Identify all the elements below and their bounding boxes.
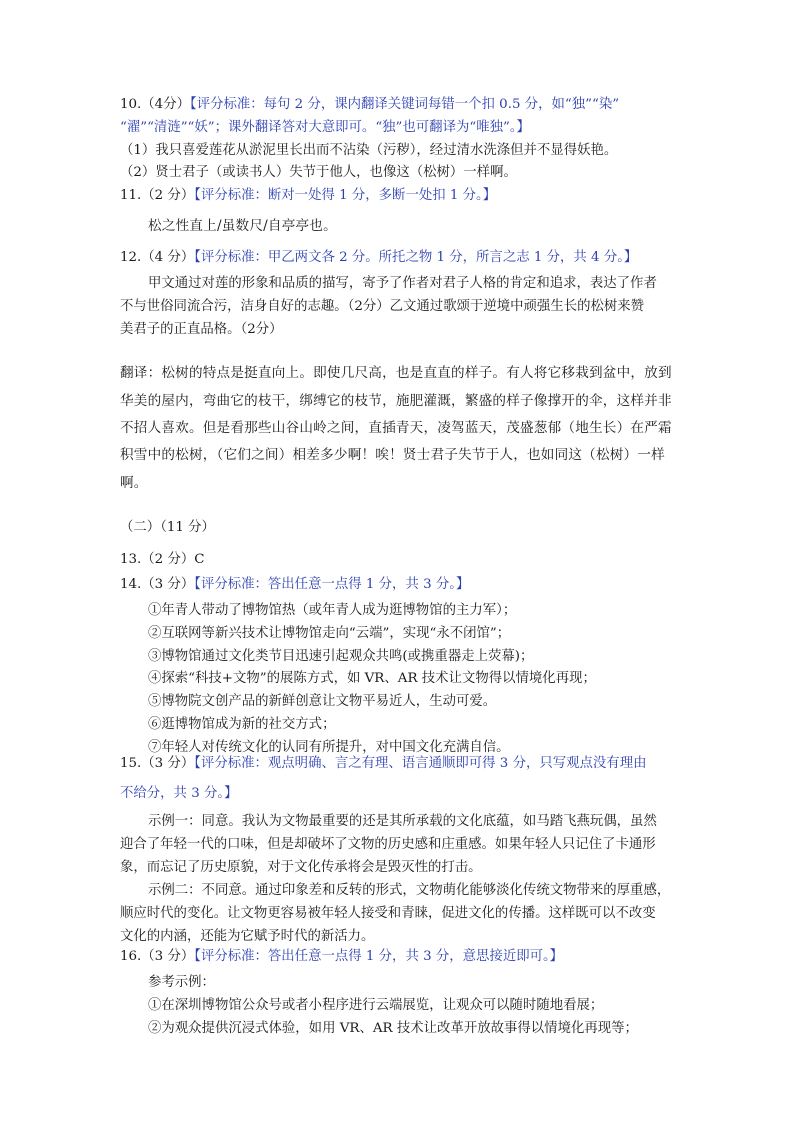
q12-number: 12. (120, 250, 142, 265)
q14-point-5: ⑤博物院文创产品的新鲜创意让文物平易近人，生动可爱。 (148, 694, 497, 709)
q14-point-7: ⑦年轻人对传统文化的认同有所提升，对中国文化充满自信。 (148, 740, 510, 755)
translation-line-3: 不招人喜欢。但是看那些山谷山岭之间，直插青天，凌驾蓝天，茂盛葱郁（地生长）在严霜 (120, 420, 672, 436)
q11-number: 11. (120, 188, 142, 203)
q12-answer-1: 甲文通过对莲的形象和品质的描写，寄予了作者对君子人格的肯定和追求，表达了作者 (148, 276, 657, 291)
q14-line (120, 575, 469, 595)
q10-number: 10. (120, 97, 142, 112)
q16-score: （3 分） (141, 949, 195, 964)
q13-answer: 13.（2 分）C (120, 552, 205, 567)
q14-score: （3 分） (141, 577, 195, 592)
q11-line (120, 186, 496, 206)
q16-number: 16. (120, 949, 142, 964)
q15-example-1-line-2: 迎合了年轻一代的口味，但是却破坏了文物的历史感和庄重感。如果年轻人只记住了卡通形 (120, 837, 656, 852)
q15-example-2-line-2: 顺应时代的变化。让文物更容易被年轻人接受和青睐，促进文化的传播。这样既可以不改变 (120, 906, 656, 921)
q12-answer-3: 美君子的正直品格。（2分） (120, 322, 283, 337)
q12-answer-2: 不与世俗同流合污，洁身自好的志趣。（2分）乙文通过歌颂于逆境中顽强生长的松树来赞 (120, 299, 645, 314)
translation-line-5: 啊。 (120, 475, 148, 491)
section-2-heading: （二）（11 分） (120, 520, 215, 535)
q16-reference-label: 参考示例： (148, 975, 215, 990)
translation-line-2: 华美的屋内，弯曲它的枝干，绑缚它的枝节，施肥灌溉，繁盛的样子像撑开的伞，这样并非 (120, 393, 672, 409)
q14-point-2: ②互联网等新兴技术让博物馆走向“云端”，实现“永不闭馆”； (148, 626, 511, 641)
q15-example-1-line-3: 象，而忘记了历史原貌，对于文化传承将会是毁灭性的打击。 (120, 860, 482, 875)
translation-line-1: 翻译：松树的特点是挺直向上。即使几尺高，也是直直的样子。有人将它移栽到盆中，放到 (120, 365, 672, 381)
q15-line (120, 754, 646, 774)
q10-answer-2: （2）贤士君子（或读书人）失节于他人，也像这（松树）一样啊。 (120, 165, 517, 180)
q10-line-1 (120, 95, 619, 115)
q14-number: 14. (120, 577, 142, 592)
q15-example-2-line-1: 示例二：不同意。通过印象差和反转的形式，文物萌化能够淡化传统文物带来的厚重感， (148, 883, 671, 898)
q11-answer: 松之性直上/虽数尺/自亭亭也。 (148, 218, 337, 234)
q10-criteria-2: “濯”“清涟”“妖”；课外翻译答对大意即可。“独”也可翻译为“唯独”。】 (120, 120, 530, 135)
q15-criteria-1: 【评分标准：观点明确、言之有理、语言通顺即可得 3 分，只写观点没有理由 (194, 756, 647, 771)
q11-score: （2 分） (141, 188, 195, 203)
q14-point-4: ④探索“科技+文物”的展陈方式，如 VR、AR 技术让文物得以情境化再现； (148, 671, 596, 686)
q10-answer-1: （1）我只喜爱莲花从淤泥里长出而不沾染（污秽），经过清水洗涤但并不显得妖艳。 (120, 143, 618, 158)
q15-criteria-2: 不给分，共 3 分。】 (120, 786, 238, 801)
q10-score: （4分） (141, 97, 190, 112)
q15-example-2-line-3: 文化的内涵，还能为它赋予时代的新活力。 (120, 929, 375, 944)
q11-criteria: 【评分标准：断对一处得 1 分，多断一处扣 1 分。】 (194, 188, 497, 203)
q16-line (120, 947, 563, 967)
q15-score: （3 分） (141, 756, 195, 771)
q14-criteria: 【评分标准：答出任意一点得 1 分，共 3 分。】 (194, 577, 470, 592)
translation-line-4: 积雪中的松树，（它们之间）相差多少啊！唉！贤士君子失节于人，也如同这（松树）一样 (120, 447, 665, 463)
q16-point-1: ①在深圳博物馆公众号或者小程序进行云端展览，让观众可以随时随地看展； (148, 998, 604, 1013)
q16-point-2: ②为观众提供沉浸式体验，如用 VR、AR 技术让改革开放故事得以情境化再现等； (148, 1021, 638, 1036)
q12-criteria: 【评分标准：甲乙两文各 2 分。所托之物 1 分，所言之志 1 分，共 4 分。】 (194, 250, 638, 265)
q14-point-1: ①年青人带动了博物馆热（或年青人成为逛博物馆的主力军）； (148, 603, 517, 618)
q12-score: （4 分） (141, 250, 195, 265)
q14-point-6: ⑥逛博物馆成为新的社交方式； (148, 717, 336, 732)
q14-point-3: ③博物馆通过文化类节目迅速引起观众共鸣(或携重器走上荧幕)； (148, 649, 534, 664)
q15-number: 15. (120, 756, 142, 771)
q16-criteria: 【评分标准：答出任意一点得 1 分，共 3 分，意思接近即可。】 (194, 949, 564, 964)
q10-criteria-1: 【评分标准：每句 2 分，课内翻译关键词每错一个扣 0.5 分，如“独”“染” (190, 97, 620, 112)
q15-example-1-line-1: 示例一：同意。我认为文物最重要的还是其所承载的文化底蕴，如马踏飞燕玩偶，虽然 (148, 814, 657, 829)
q12-line (120, 248, 637, 268)
